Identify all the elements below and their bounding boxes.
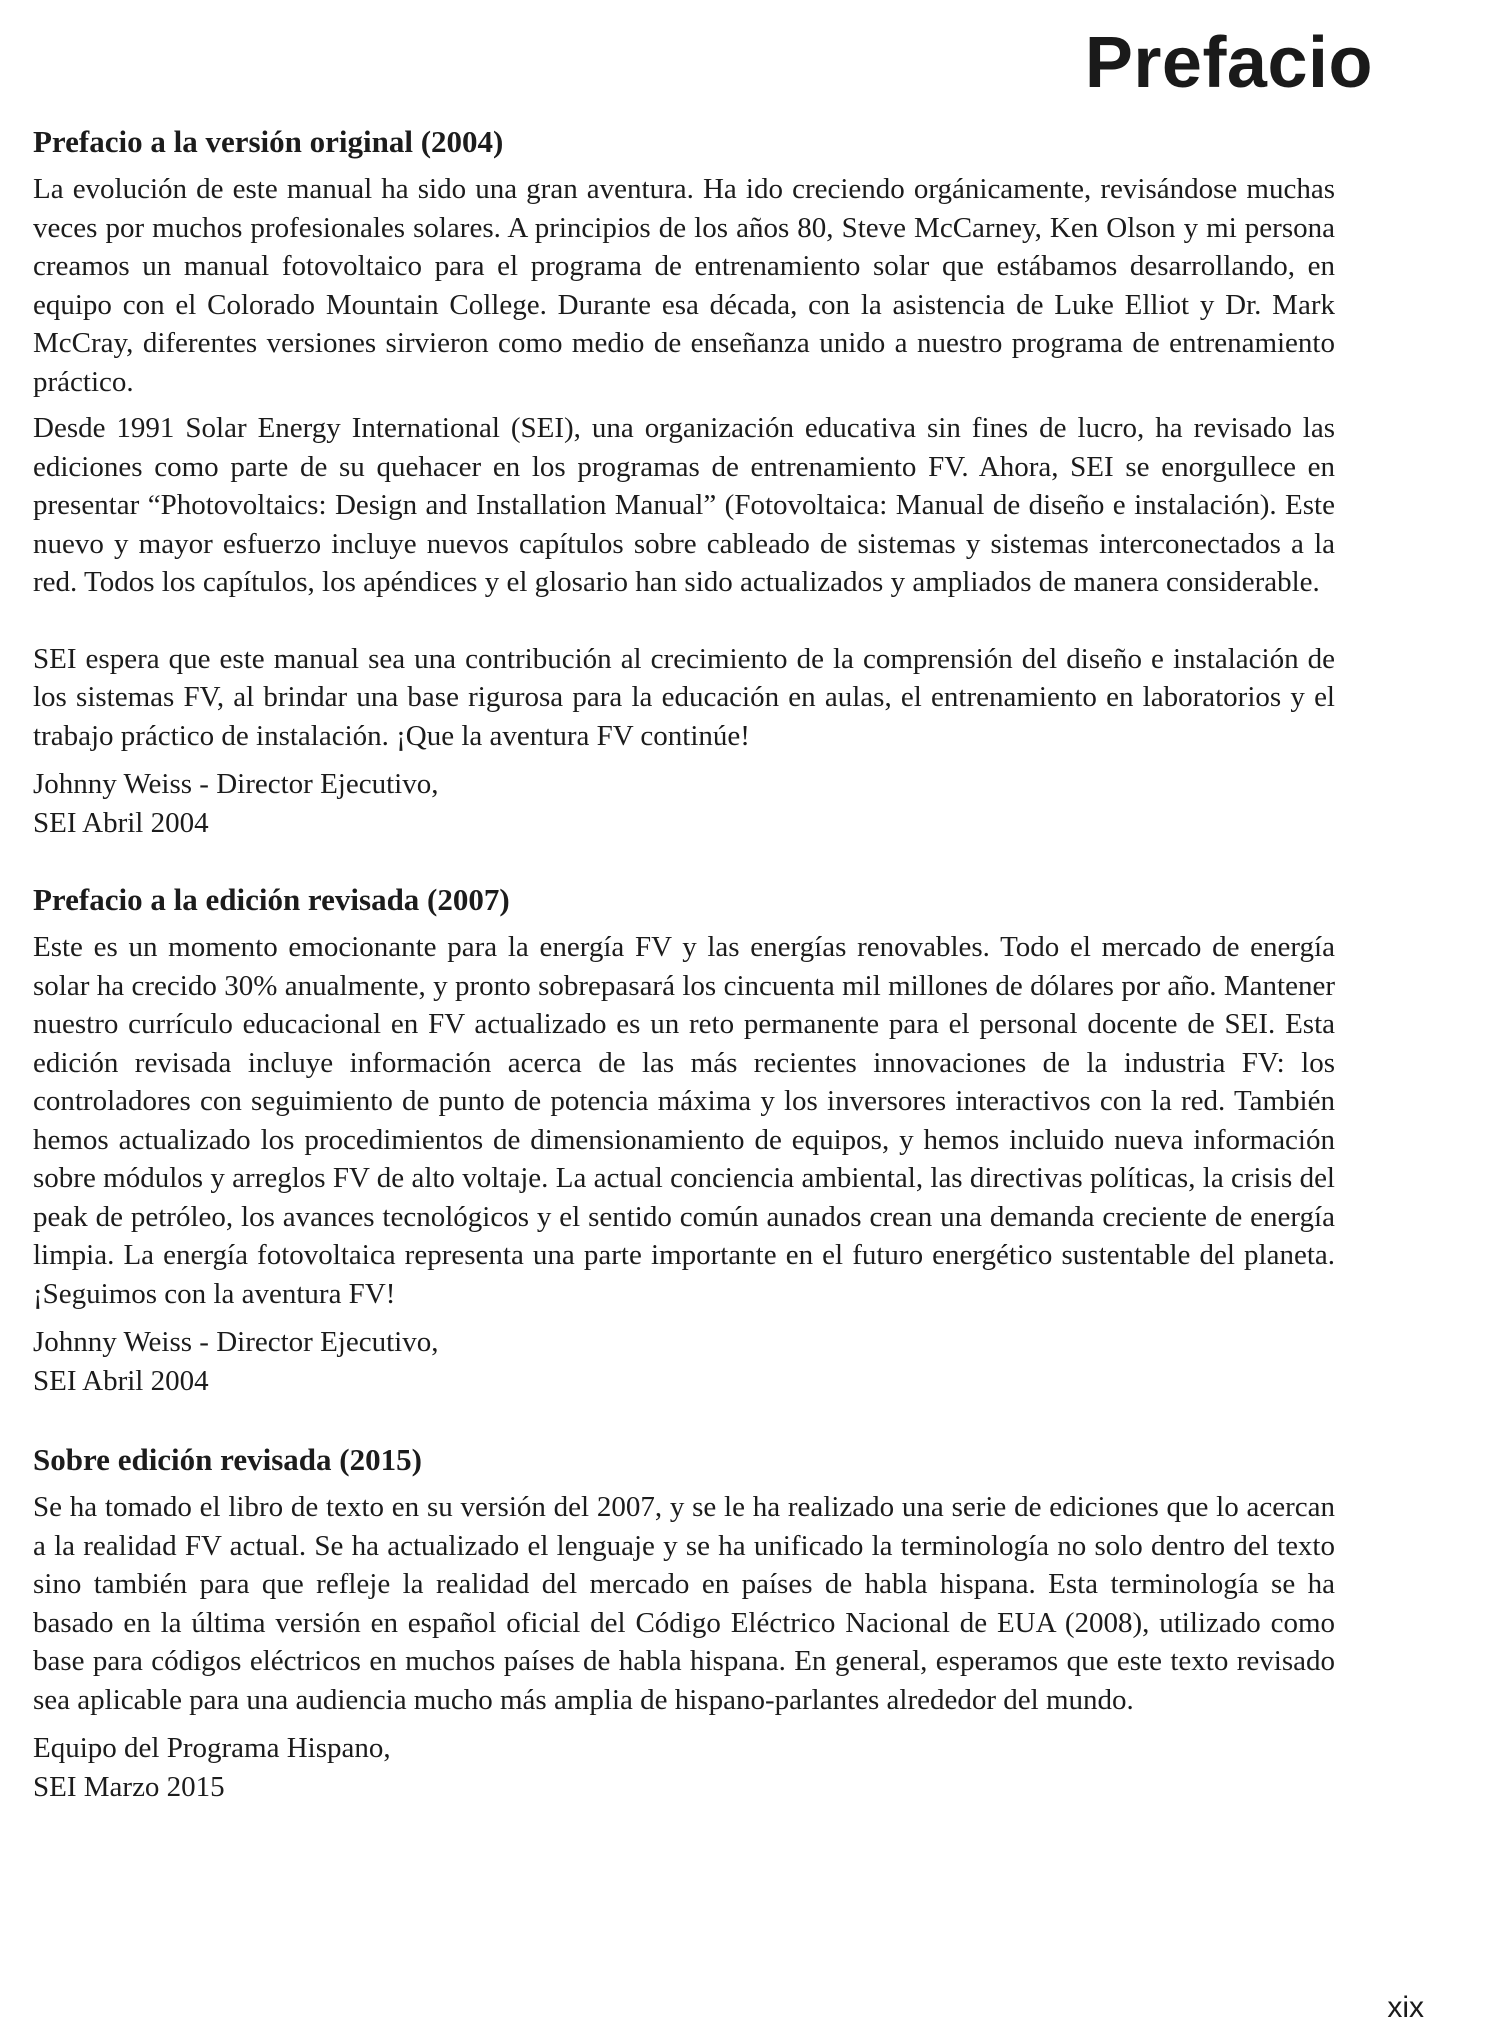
signature-date: SEI Marzo 2015 <box>33 1770 225 1803</box>
section-preface-2015 <box>33 1440 1335 1806</box>
section-heading: Sobre edición revisada (2015) <box>33 1442 422 1477</box>
page-title: Prefacio <box>1084 23 1373 103</box>
signature-date: SEI Abril 2004 <box>33 806 209 839</box>
paragraph: SEI espera que este manual sea una contribución al crecimiento de la comprensión del diseño e instalación de los sistemas FV, al brindar una base rigurosa para la educación en aulas, el entrenamiento en laboratorios y el trabajo práctico de instalación. ¡Que la aventura FV continúe! <box>33 642 1335 752</box>
signature-date: SEI Abril 2004 <box>33 1364 209 1397</box>
signature <box>33 1729 1335 1806</box>
page-number: xix <box>1387 1991 1424 2024</box>
signature <box>33 765 1335 842</box>
signature-name: Johnny Weiss - Director Ejecutivo, <box>33 768 439 800</box>
paragraph: La evolución de este manual ha sido una gran aventura. Ha ido creciendo orgánicamente, revisándose muchas veces por muchos profesionales solares. A principios de los años 80, Steve McCarney, Ken Olson y mi persona creamos un manual fotovoltaico para el programa de entrenamiento solar que estábamos desarrollando, en equipo con el Colorado Mountain College. Durante esa década, con la asistencia de Luke Elliot y Dr. Mark McCray, diferentes versiones sirvieron como medio de enseñanza unido a nuestro programa de entrenamiento práctico. <box>33 173 1335 398</box>
signature <box>33 1323 1335 1400</box>
paragraph: Se ha tomado el libro de texto en su versión del 2007, y se le ha realizado una serie de ediciones que lo acercan a la realidad FV actual. Se ha actualizado el lenguaje y se ha unificado la terminología no solo dentro del texto sino también para que refleje la realidad del mercado en países de habla hispana. Esta terminología se ha basado en la última versión en español oficial del Código Eléctrico Nacional de EUA (2008), utilizado como base para códigos eléctricos en muchos países de habla hispana. En general, esperamos que este texto revisado sea aplicable para una audiencia mucho más amplia de hispano-parlantes alrededor del mundo. <box>33 1491 1335 1716</box>
section-preface-2007 <box>33 880 1335 1400</box>
section-heading: Prefacio a la versión original (2004) <box>33 124 504 159</box>
document-body <box>33 122 1335 1806</box>
section-preface-2004 <box>33 122 1335 842</box>
paragraph: Este es un momento emocionante para la energía FV y las energías renovables. Todo el mercado de energía solar ha crecido 30% anualmente, y pronto sobrepasará los cincuenta mil millones de dólares por año. Mantener nuestro currículo educacional en FV actualizado es un reto permanente para el personal docente de SEI. Esta edición revisada incluye información acerca de las más recientes innovaciones de la industria FV: los controladores con seguimiento de punto de potencia máxima y los inversores interactivos con la red. También hemos actualizado los procedimientos de dimensionamiento de equipos, y hemos incluido nueva información sobre módulos y arreglos FV de alto voltaje. La actual conciencia ambiental, las directivas políticas, la crisis del peak de petróleo, los avances tecnológicos y el sentido común aunados crean una demanda creciente de energía limpia. La energía fotovoltaica representa una parte importante en el futuro energético sustentable del planeta. ¡Seguimos con la aventura FV! <box>33 931 1335 1310</box>
signature-name: Johnny Weiss - Director Ejecutivo, <box>33 1326 439 1358</box>
signature-name: Equipo del Programa Hispano, <box>33 1732 391 1764</box>
paragraph: Desde 1991 Solar Energy International (SEI), una organización educativa sin fines de lucro, ha revisado las ediciones como parte de su quehacer en los programas de entrenamiento FV. Ahora, SEI se enorgullece en presentar “Photovoltaics: Design and Installation Manual” (Fotovoltaica: Manual de diseño e instalación). Este nuevo y mayor esfuerzo incluye nuevos capítulos sobre cableado de sistemas y sistemas interconectados a la red. Todos los capítulos, los apéndices y el glosario han sido actualizados y ampliados de manera considerable. <box>33 412 1335 598</box>
section-heading: Prefacio a la edición revisada (2007) <box>33 882 510 917</box>
